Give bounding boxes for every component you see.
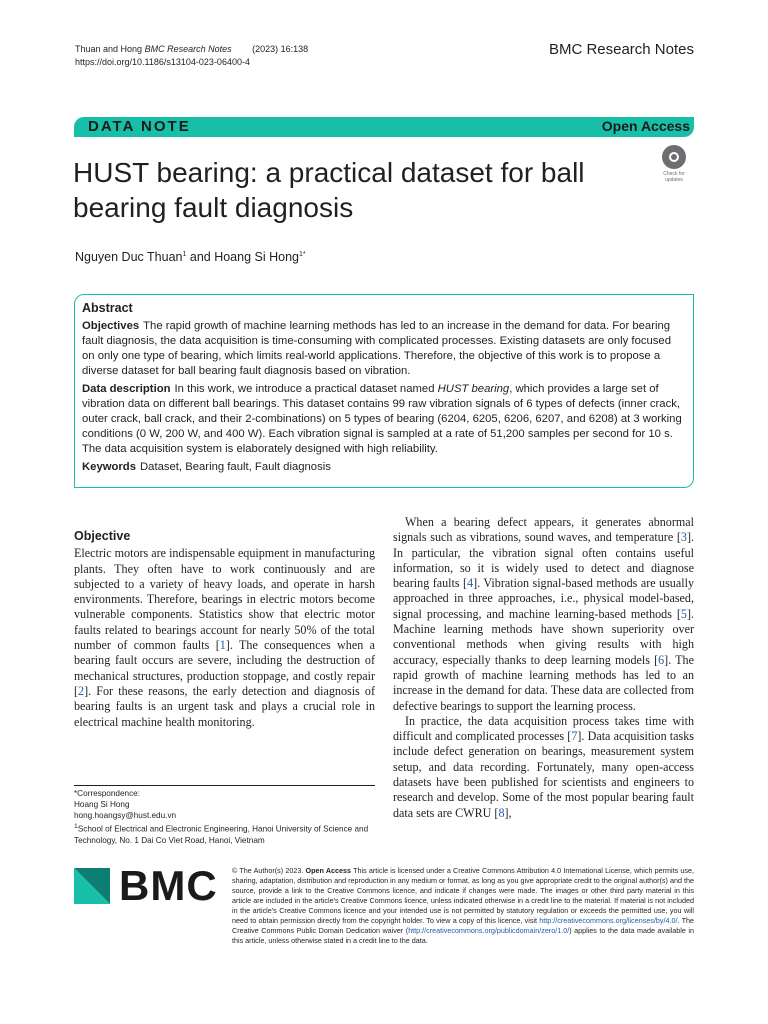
author-name: Nguyen Duc Thuan [75,250,183,264]
objectives-text: The rapid growth of machine learning methods has led to an increase in the demand for data. For bearing fault diagnosis, the data acquisition is time-consuming with complicated processes. Existing datasets are only focused on only one type of bearing, which limits real-world applications. Therefore, the objective of this work is to propose a diverse dataset for ball bearing fault diagnosis based on vibration. [82,320,671,377]
citation-line [75,43,308,56]
author-list [75,250,306,264]
header-doi[interactable]: https://doi.org/10.1186/s13104-023-06400-4 [75,57,250,67]
paragraph-text: ]. Vibration signal-based methods are usually approached in three approaches, i.e., physical model-based, signal processing, and machine learning-based methods [ [393,576,694,621]
abstract-keywords [82,460,686,475]
keywords-label: Keywords [82,461,136,473]
paragraph-text: ], [504,805,512,820]
license-text: ) applies to the data made available in this article, unless otherwise stated in a credit line to the data. [232,926,694,945]
open-access-bold: Open Access [305,866,352,875]
paragraph-text: ]. In particular, the vibration signal often contains useful information, so it is widely used to detect and diagnose bearing faults [ [393,530,694,591]
citation-link[interactable]: 4 [467,576,474,591]
header-authors: Thuan and Hong [75,44,143,54]
data-description-label: Data description [82,383,171,395]
check-for-updates-badge[interactable] [654,145,694,187]
affiliation-sup: 1 [74,823,78,830]
abstract-box [74,294,694,488]
citation-link[interactable]: 5 [680,606,687,621]
paragraph-text: Electric motors are indispensable equipment in manufacturing plants. They often have to work continuously and are subjected to a variety of heavy loads, and operate in harsh environments. Therefore, bearings in electric motors become vulnerable components. Statistics show that electric motor faults related to bearings account for nearly 50% of the total number of common faults [ [74,546,375,653]
paragraph-text: In practice, the data acquisition process takes time with difficult and complicated processes [ [393,713,694,744]
author-name: Hoang Si Hong [214,250,299,264]
correspondence-name: Hoang Si Hong [74,800,130,809]
public-domain-link[interactable]: http://creativecommons.org/publicdomain/zero/1.0/ [408,926,570,935]
section-heading-objective: Objective [74,529,131,543]
header-journal: BMC Research Notes [144,44,232,54]
check-updates-icon [662,145,686,169]
running-header [75,43,308,69]
article-type-label: DATA NOTE [88,118,191,135]
body-column-left [74,529,375,730]
license-text: . The Creative Commons Public Domain Dedication waiver ( [232,916,694,935]
correspondence-email[interactable]: hong.hoangsy@hust.edu.vn [74,811,177,820]
data-description-text: In this work, we introduce a practical dataset named [174,383,438,395]
paragraph-text: When a bearing defect appears, it generates abnormal signals such as vibrations, sound waves, and temperature [ [393,515,694,545]
copyright-text: © The Author(s) 2023. [232,866,306,875]
paragraph-text: ]. For these reasons, the early detection and diagnosis of bearing faults is an urgent task and plays a crucial role in electrical machine health monitoring. [74,683,375,729]
abstract-heading: Abstract [82,301,133,315]
paragraph-text: ]. The rapid growth of machine learning methods has led to an increase in the demand for data. These data are collected from defective bearings to support the learning process. [393,652,694,713]
citation-link[interactable]: 2 [78,683,85,698]
citation-link[interactable]: 3 [680,530,687,545]
badge-label: Check for updates [663,171,685,183]
citation-link[interactable]: 1 [219,638,226,653]
body-paragraph [393,515,694,714]
article-type-band [74,117,694,137]
license-text: This article is licensed under a Creative Commons Attribution 4.0 International License, which permits use, sharing, adaptation, distribution and reproduction in any medium or format, as long as you give appropriate credit to the original author(s) and the source, provide a link to the Creative Commons licence, and indicate if changes were made. The images or other third party material in this article are included in the article's Creative Commons licence, unless indicated otherwise in a credit line to the material. If material is not included in the article's Creative Commons licence and your intended use is not permitted by statutory regulation or exceeds the permitted use, you will need to obtain permission directly from the copyright holder. To view a copy of this licence, visit [232,866,695,925]
abstract-data-description [82,382,686,457]
citation-link[interactable]: 7 [571,729,578,744]
citation-link[interactable]: 8 [498,805,505,820]
affiliation-sup: 1* [298,250,306,258]
affiliation-text: School of Electrical and Electronic Engineering, Hanoi University of Science and Technology, No. 1 Dai Co Viet Road, Hanoi, Vietnam [74,824,369,845]
paragraph-text: ]. Data acquisition tasks include defect generation on bearings, measurement system setup, and data recording. Fortunately, many open-access datasets have been published for scientists and engineers to research and develop. Some of the most popular bearing fault data sets are CWRU [ [393,729,694,820]
body-column-right [393,515,694,821]
bmc-wordmark: BMC [119,862,218,909]
license-link[interactable]: http://creativecommons.org/licenses/by/4.0/ [539,916,678,925]
license-statement [232,866,694,946]
body-paragraph [393,714,694,821]
keywords-text: Dataset, Bearing fault, Fault diagnosis [140,461,331,473]
open-access-label: Open Access [601,118,690,134]
affiliation-sup: 1 [182,250,187,258]
header-year-issue: (2023) 16:138 [252,44,309,54]
bmc-mark-icon [74,868,110,904]
body-paragraph [74,546,375,730]
citation-link[interactable]: 6 [658,652,665,667]
dataset-name: HUST bearing [437,383,510,395]
abstract-objectives [82,319,686,379]
correspondence-footnote [74,785,375,846]
correspondence-label: *Correspondence: [74,789,140,798]
data-description-text: , which provides a large set of vibration data on different ball bearings. This dataset contains 99 raw vibration signals of 6 types of defects (inner crack, outer crack, ball crack, and their 2-combinations) on 5 types of bearing (6204, 6205, 6206, 6207, and 6208) at 3 working conditions (0 W, 200 W, and 400 W). Each vibration signal is sampled at a rate of 51,200 samples per second for 10 s. The data acquisition system is elaborately designed with high reliability. [82,383,682,455]
affiliation [74,821,375,846]
paragraph-text: ]. Machine learning methods have shown superiority over conventional methods when giving results with high accuracy, especially thanks to deep learning models [ [393,606,694,667]
objectives-label: Objectives [82,320,140,332]
author-separator: and [186,250,215,264]
article-title: HUST bearing: a practical dataset for ball bearing fault diagnosis [73,157,585,223]
journal-name: BMC Research Notes [548,41,694,58]
bmc-logo[interactable] [74,862,218,909]
paragraph-text: ]. The consequences when a bearing fault occurs are severe, including the destruction of mechanical structures, production stoppage, and costly repair [ [74,638,375,698]
